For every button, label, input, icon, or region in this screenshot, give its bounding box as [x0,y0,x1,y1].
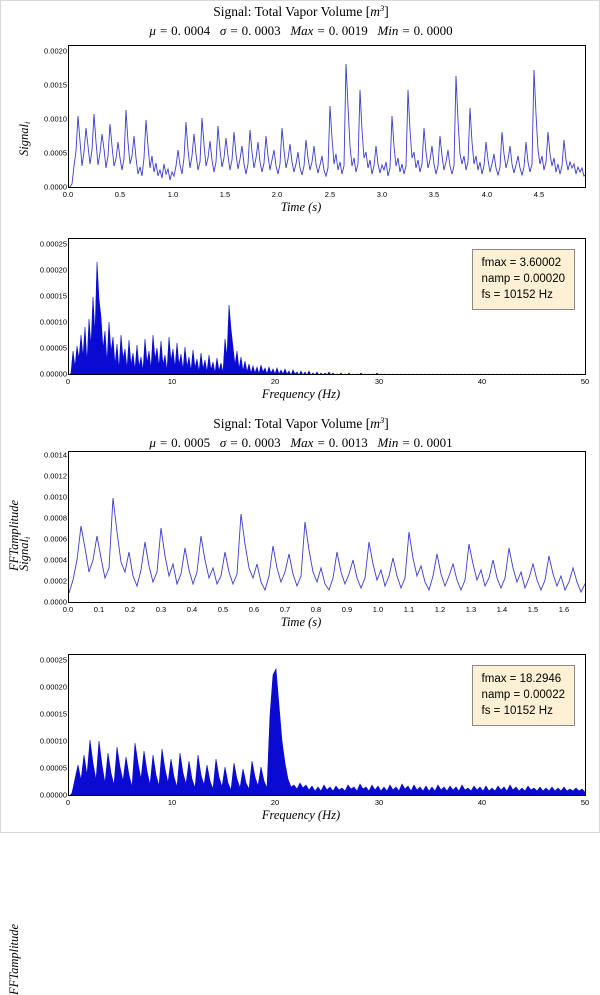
panel-fft-top: FFTamplitude 0.00000 0.00005 0.00010 0.00015 0.00020 0.00025 fmax = 3.60002 namp = 0.00020 fs = 10152 Hz 0 10 20 30 40 50 Frequency (Hz) [1,216,600,406]
panel-signal-top: Signal: Total Vapor Volume $[m^3]$ μ = 0. 0004 σ = 0. 0003 Max = 0. 0019 Min = 0. 0000 Signali 0.0000 0.0005 0.0010 0.0015 0.0020 0.0 0.5 1.0 1.5 2.0 2.5 3.0 3.5 4.0 4.5 Time (s) [1,1,600,211]
x-axis-label-fft-bottom: Frequency (Hz) [261,808,341,822]
plot-area-fft-top [68,238,586,375]
panel-title-signal-top: Signal: Total Vapor Volume $[m^3]$ [213,3,389,19]
info-fmax: fmax = 3.60002 [481,257,562,269]
x-axis-label-signal-top: Time (s) [280,200,322,214]
info-fs: fs = 10152 Hz [481,289,553,301]
x-axis-label-signal-bottom: Time (s) [280,615,322,629]
y-axis-label-signal-top: Signali [17,121,32,156]
info-fmax: fmax = 18.2946 [481,673,562,685]
y-axis-ticks-signal-bottom: 0.0000 0.0002 0.0004 0.0006 0.0008 0.0010 0.0012 0.0014 [44,450,67,607]
info-box-fft-top [472,249,575,310]
info-namp: namp = 0.00022 [481,689,565,701]
info-fs: fs = 10152 Hz [481,705,553,717]
panel-fft-bottom: FFTamplitude 0.00000 0.00005 0.00010 0.00015 0.00020 0.00025 fmax = 18.2946 namp = 0.00022 fs = 10152 Hz 0 10 20 30 40 50 Frequency (Hz) [1,633,600,833]
plot-area-fft-bottom [68,654,586,796]
plot-area-signal-top [68,45,586,188]
y-axis-ticks-signal-top: 0.0000 0.0005 0.0010 0.0015 0.0020 [44,46,67,192]
signal-top-curve [69,46,586,188]
x-axis-label-fft-top: Frequency (Hz) [261,387,341,401]
y-axis-ticks-fft-bottom: 0.00000 0.00005 0.00010 0.00015 0.00020 0.00025 [39,655,67,800]
y-axis-label-signal-bottom: Signali [17,536,32,571]
panel-title-signal-bottom: Signal: Total Vapor Volume $[m^3]$ [213,415,389,431]
panel-stats-signal-top: μ = 0. 0004 σ = 0. 0003 Max = 0. 0019 Min = 0. 0000 [149,23,453,38]
info-namp: namp = 0.00020 [481,273,565,285]
info-box-fft-bottom [472,665,575,726]
plot-area-signal-bottom [68,451,586,603]
panel-signal-bottom: Signal: Total Vapor Volume $[m^3]$ μ = 0. 0005 σ = 0. 0003 Max = 0. 0013 Min = 0. 0001 Signali 0.0000 0.0002 0.0004 0.0006 0.0008 0.0010 0.0012 0.0014 0.0 0.1 0.2 0.3 0.4 0.5 0.6 0.7 0.8 0.9 1.0 1.1 1.2 1.3 1.4 1.5 1.6 Time (s) [1,411,600,626]
signal-bottom-curve [69,452,586,603]
y-axis-label-fft-top: FFTamplitude [7,499,21,571]
panel-stats-signal-bottom: μ = 0. 0005 σ = 0. 0003 Max = 0. 0013 Min = 0. 0001 [149,435,453,450]
y-axis-label-fft-bottom: FFTamplitude [7,923,21,995]
y-axis-ticks-fft-top: 0.00000 0.00005 0.00010 0.00015 0.00020 0.00025 [39,239,67,379]
